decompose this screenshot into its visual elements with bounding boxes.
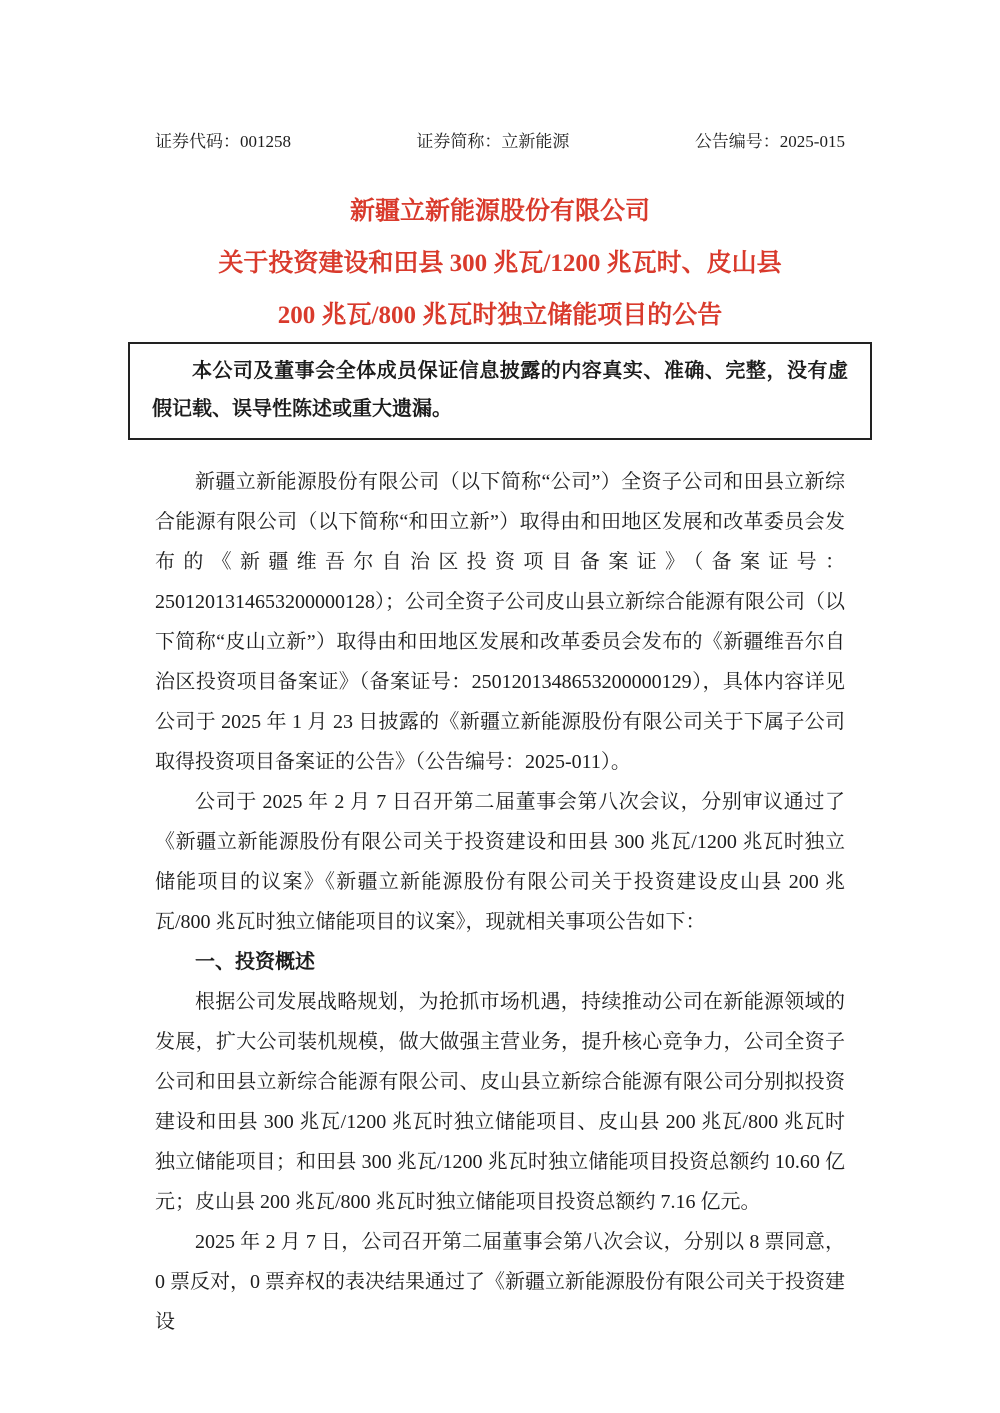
securities-code-label: 证券代码：001258 <box>155 132 291 151</box>
document-body <box>155 462 845 1342</box>
paragraph-voting-result: 2025 年 2 月 7 日，公司召开第二届董事会第八次会议，分别以 8 票同意，0 票反对，0 票弃权的表决结果通过了《新疆立新能源股份有限公司关于投资建设 <box>155 1231 845 1333</box>
announcement-title <box>155 186 845 342</box>
title-line-2: 关于投资建设和田县 300 兆瓦/1200 兆瓦时、皮山县 <box>218 250 782 277</box>
title-line-1: 新疆立新能源股份有限公司 <box>349 198 650 225</box>
disclaimer-text: 本公司及董事会全体成员保证信息披露的内容真实、准确、完整，没有虚假记载、误导性陈述或重大遗漏。 <box>152 360 848 420</box>
securities-abbr-label: 证券简称：立新能源 <box>416 132 570 151</box>
paragraph-board-meeting-approval: 公司于 2025 年 2 月 7 日召开第二届董事会第八次会议，分别审议通过了《新疆立新能源股份有限公司关于投资建设和田县 300 兆瓦/1200 兆瓦时独立储能项目的议案》《新疆立新能源股份有限公司关于投资建设皮山县 200 兆瓦/800 兆瓦时独立储能项目的议案》，现就相关事项公告如下： <box>155 791 845 933</box>
document-header-row <box>155 131 845 152</box>
announcement-number-label: 公告编号：2025-015 <box>694 132 845 151</box>
title-line-3: 200 兆瓦/800 兆瓦时独立储能项目的公告 <box>277 302 723 329</box>
section-heading-investment-overview: 一、投资概述 <box>195 951 315 973</box>
paragraph-filing-certificates: 新疆立新能源股份有限公司（以下简称“公司”）全资子公司和田县立新综合能源有限公司（以下简称“和田立新”）取得由和田地区发展和改革委员会发布的《新疆维吾尔自治区投资项目备案证》（备案证号：2501201314653200000128）；公司全资子公司皮山县立新综合能源有限公司（以下简称“皮山立新”）取得由和田地区发展和改革委员会发布的《新疆维吾尔自治区投资项目备案证》（备案证号：2501201348653200000129），具体内容详见公司于 2025 年 1 月 23 日披露的《新疆立新能源股份有限公司关于下属子公司取得投资项目备案证的公告》（公告编号：2025-011）。 <box>155 471 845 773</box>
disclaimer-box <box>128 342 872 440</box>
paragraph-investment-overview: 根据公司发展战略规划，为抢抓市场机遇，持续推动公司在新能源领域的发展，扩大公司装机规模，做大做强主营业务，提升核心竞争力，公司全资子公司和田县立新综合能源有限公司、皮山县立新综合能源有限公司分别拟投资建设和田县 300 兆瓦/1200 兆瓦时独立储能项目、皮山县 200 兆瓦/800 兆瓦时独立储能项目；和田县 300 兆瓦/1200 兆瓦时独立储能项目投资总额约 10.60 亿元；皮山县 200 兆瓦/800 兆瓦时独立储能项目投资总额约 7.16 亿元。 <box>155 991 845 1213</box>
